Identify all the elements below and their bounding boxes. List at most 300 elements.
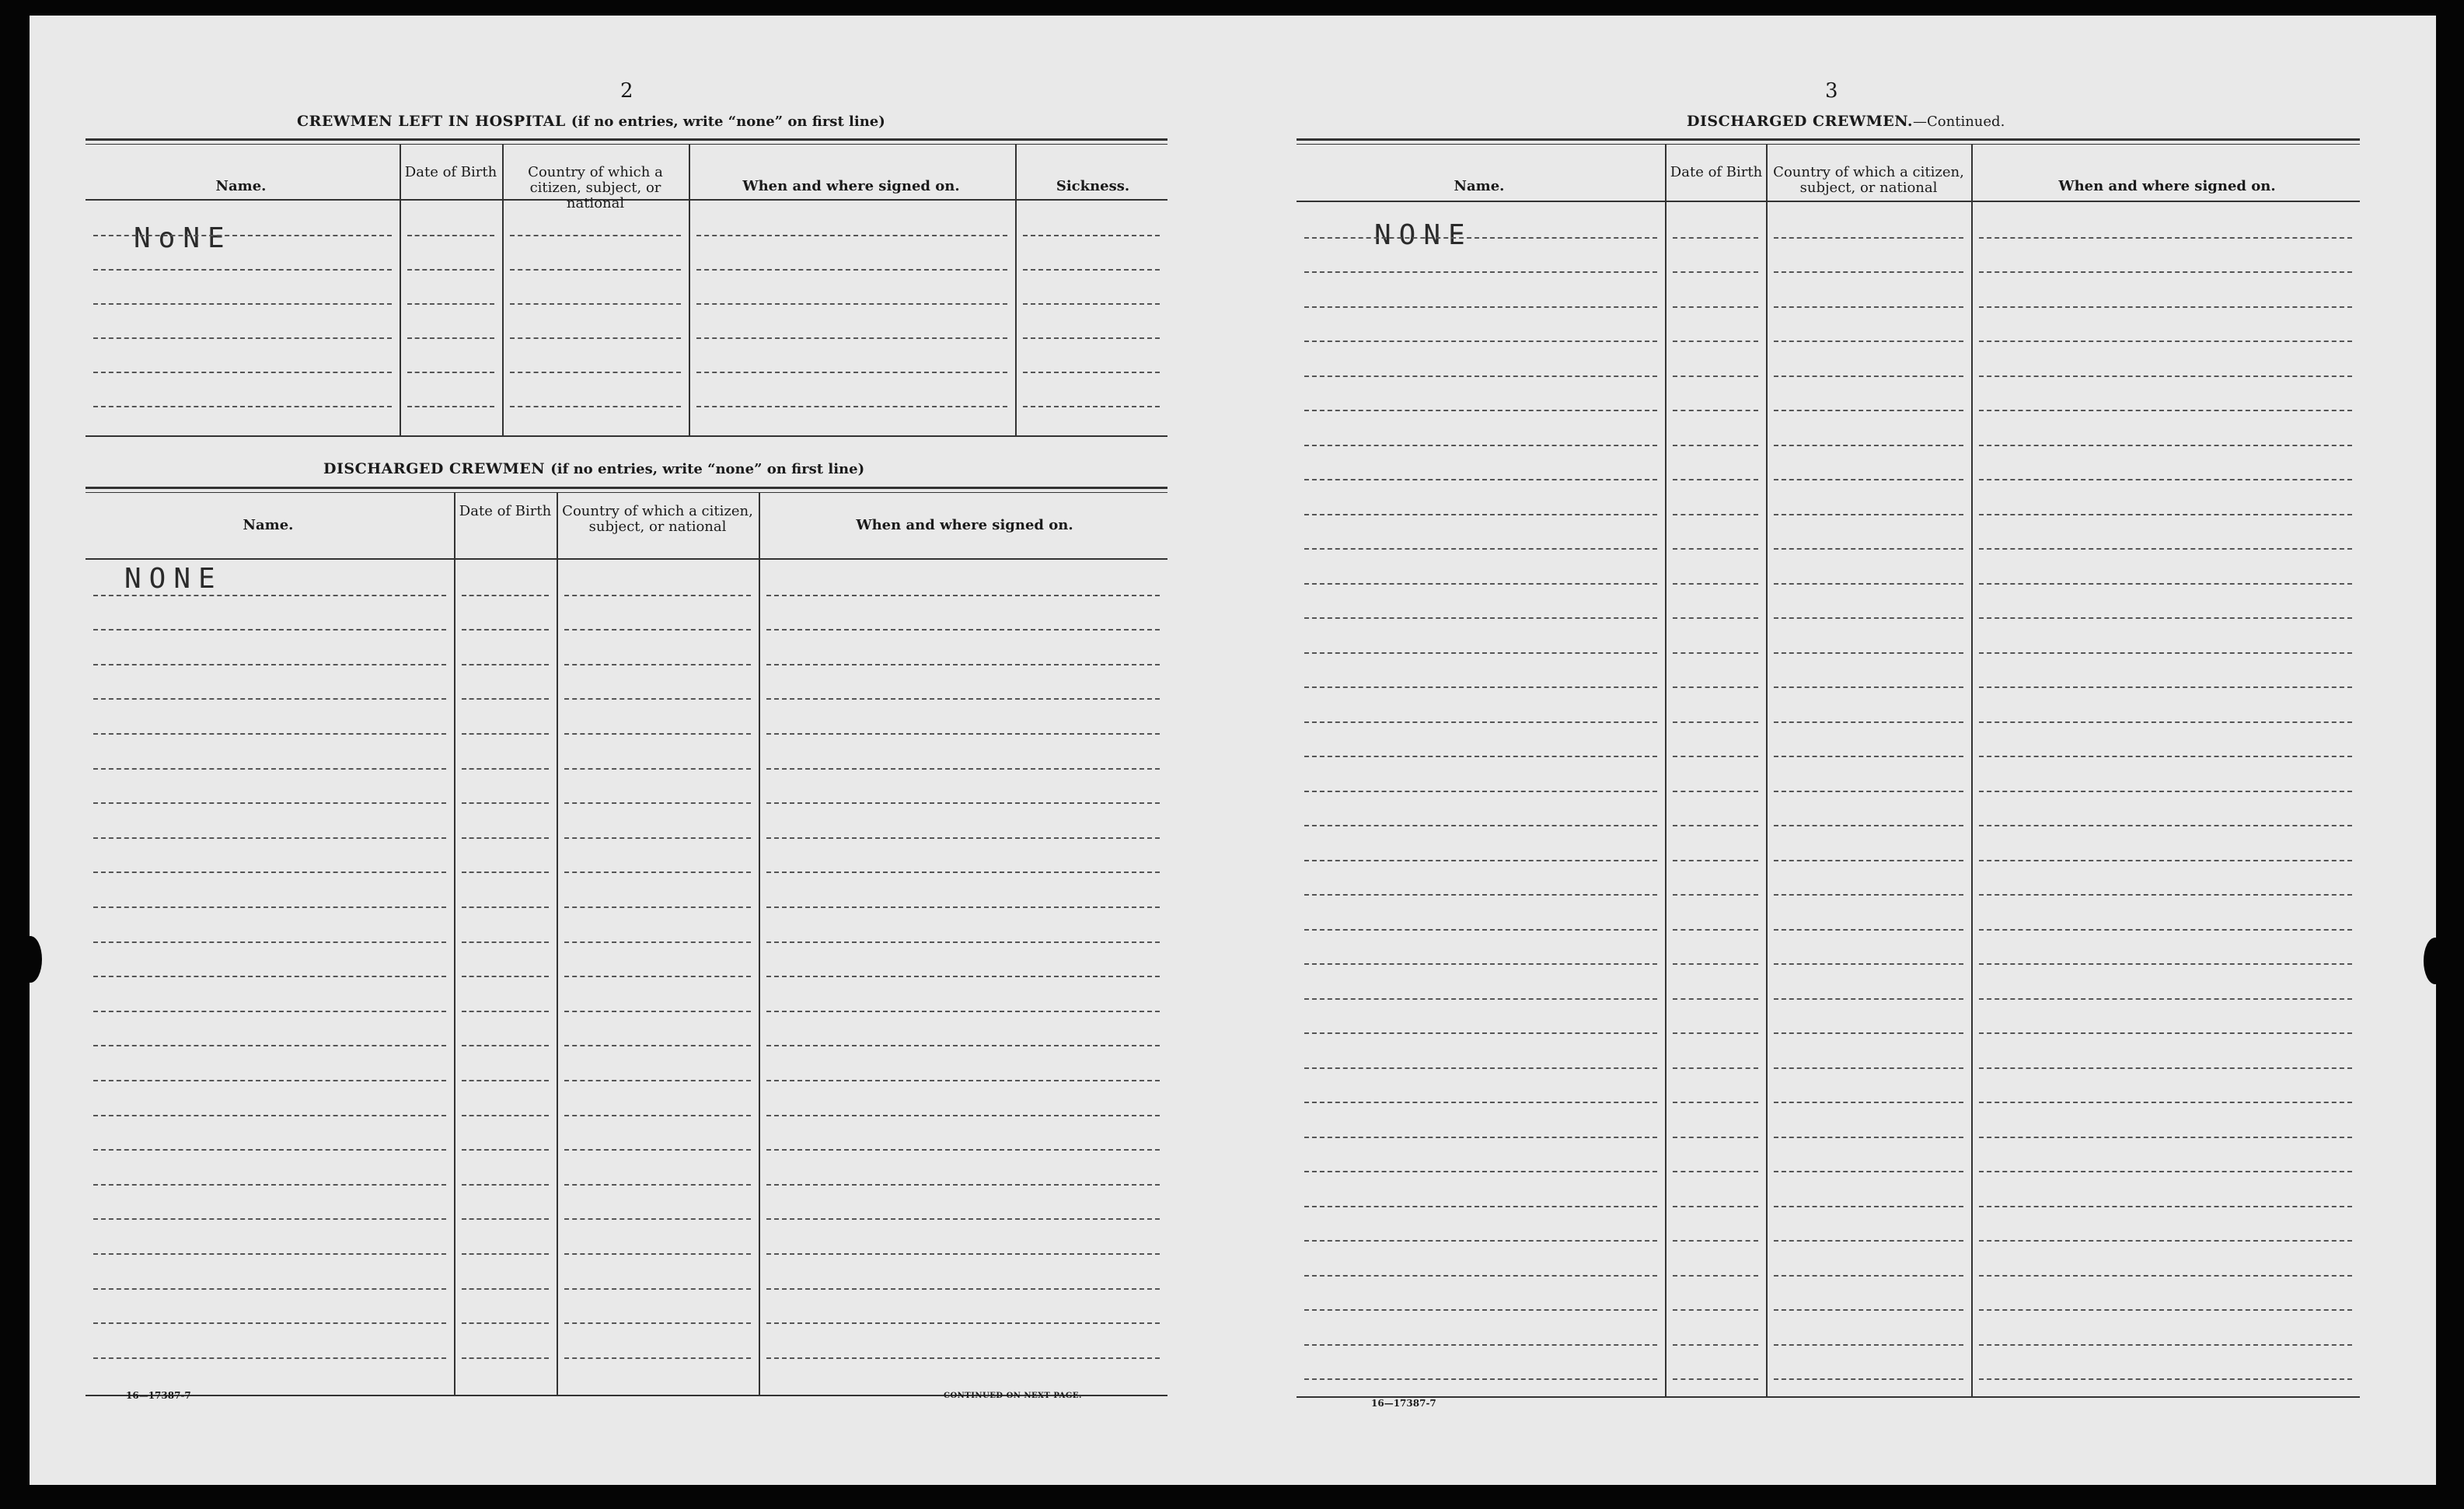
entry-line <box>1979 756 2352 757</box>
entry-line <box>462 1115 549 1116</box>
entry-line <box>766 664 1160 665</box>
entry-line <box>1774 1206 1963 1207</box>
entry-line <box>1774 514 1963 515</box>
continued-title-main: DISCHARGED CREWMEN. <box>1687 113 1914 130</box>
entry-line <box>1774 548 1963 550</box>
entry-line <box>1774 1240 1963 1242</box>
entry-line <box>1304 1275 1657 1277</box>
entry-line <box>1673 825 1758 826</box>
entry-line <box>696 406 1007 407</box>
header-date-of-birth: Date of Birth <box>1670 164 1763 180</box>
entry-line <box>1304 1206 1657 1207</box>
entry-line <box>1304 445 1657 446</box>
entry-line <box>1979 929 2352 931</box>
entry-line <box>1979 1206 2352 1207</box>
form-number: 16—17387-7 <box>126 1390 191 1401</box>
entry-line <box>696 337 1007 339</box>
entry-line <box>1673 617 1758 619</box>
table-top-rule <box>1297 138 2360 141</box>
entry-line <box>462 768 549 770</box>
entry-line <box>93 1080 446 1081</box>
header-date-of-birth: Date of Birth <box>404 164 497 180</box>
entry-line <box>462 1149 549 1151</box>
entry-line <box>1023 406 1160 407</box>
entry-line <box>1979 1309 2352 1311</box>
handwritten-none-entry: NONE <box>124 563 223 595</box>
entry-line <box>462 664 549 665</box>
entry-line <box>1304 376 1657 377</box>
entry-line <box>1673 929 1758 931</box>
entry-line <box>1774 237 1963 239</box>
continued-note: CONTINUED ON NEXT PAGE. <box>944 1392 1083 1400</box>
entry-line <box>1979 376 2352 377</box>
entry-line <box>1304 410 1657 411</box>
entry-line <box>93 976 446 977</box>
entry-line <box>1673 376 1758 377</box>
table-bottom-rule <box>1297 1396 2360 1398</box>
entry-line <box>564 1080 751 1081</box>
column-divider <box>502 145 504 435</box>
entry-line <box>1304 1378 1657 1380</box>
entry-line <box>1673 652 1758 654</box>
entry-line <box>93 629 446 630</box>
entry-line <box>1304 998 1657 1000</box>
entry-line <box>1304 686 1657 688</box>
entry-line <box>93 872 446 873</box>
entry-line <box>564 1288 751 1290</box>
hospital-title-sub: (if no entries, write “none” on first line) <box>571 114 885 130</box>
entry-line <box>1979 583 2352 585</box>
entry-line <box>1673 341 1758 342</box>
entry-line <box>1673 306 1758 308</box>
entry-line <box>462 1218 549 1220</box>
entry-line <box>1979 791 2352 792</box>
entry-line <box>1304 1032 1657 1034</box>
entry-line <box>766 768 1160 770</box>
entry-line <box>564 664 751 665</box>
entry-line <box>1304 791 1657 792</box>
entry-line <box>510 406 681 407</box>
entry-line <box>1673 410 1758 411</box>
entry-line <box>1673 998 1758 1000</box>
entry-line <box>564 1011 751 1012</box>
entry-line <box>1774 929 1963 931</box>
entry-line <box>1673 791 1758 792</box>
entry-line <box>1979 1344 2352 1346</box>
entry-line <box>462 802 549 804</box>
discharged-table <box>86 487 1167 1401</box>
header-name: Name. <box>215 178 267 194</box>
entry-line <box>407 406 494 407</box>
entry-line <box>1979 617 2352 619</box>
entry-line <box>93 1357 446 1359</box>
entry-line <box>564 872 751 873</box>
entry-line <box>1673 1032 1758 1034</box>
entry-line <box>1304 479 1657 480</box>
entry-line <box>510 303 681 305</box>
entry-line <box>1979 1032 2352 1034</box>
entry-line <box>1774 1171 1963 1172</box>
entry-line <box>1673 756 1758 757</box>
entry-line <box>1979 721 2352 723</box>
entry-line <box>407 337 494 339</box>
header-country: Country of which a citizen, subject, or national <box>528 164 663 211</box>
entry-line <box>1304 617 1657 619</box>
entry-line <box>462 629 549 630</box>
entry-line <box>1774 376 1963 377</box>
entry-line <box>564 1184 751 1186</box>
entry-line <box>1774 998 1963 1000</box>
entry-line <box>766 1253 1160 1255</box>
discharged-continued-title <box>1687 113 2005 130</box>
entry-line <box>564 802 751 804</box>
entry-line <box>1673 860 1758 861</box>
entry-line <box>1673 1171 1758 1172</box>
entry-line <box>1774 341 1963 342</box>
discharged-continued-table <box>1297 138 2360 1407</box>
header-sickness: Sickness. <box>1056 178 1130 194</box>
entry-line <box>93 1253 446 1255</box>
entry-line <box>564 837 751 839</box>
entry-line <box>1304 825 1657 826</box>
entry-line <box>93 595 446 596</box>
entry-line <box>93 1288 446 1290</box>
column-divider <box>1665 145 1667 1396</box>
entry-line <box>1774 1102 1963 1103</box>
entry-line <box>1979 1240 2352 1242</box>
table-top-rule <box>86 492 1167 493</box>
entry-line <box>1774 1344 1963 1346</box>
entry-line <box>1304 1102 1657 1103</box>
entry-line <box>1304 1137 1657 1138</box>
entry-line <box>1673 1067 1758 1069</box>
entry-line <box>1673 1275 1758 1277</box>
entry-line <box>462 1253 549 1255</box>
entry-line <box>1304 1240 1657 1242</box>
entry-line <box>1979 1275 2352 1277</box>
page-number: 3 <box>1825 79 1838 103</box>
entry-line <box>93 1045 446 1046</box>
column-divider <box>1766 145 1768 1396</box>
entry-line <box>564 768 751 770</box>
entry-line <box>93 303 392 305</box>
entry-line <box>1774 617 1963 619</box>
entry-line <box>696 269 1007 271</box>
header-country: Country of which a citizen, subject, or national <box>1773 164 1964 196</box>
header-name: Name. <box>243 517 294 533</box>
hospital-table <box>86 138 1167 440</box>
entry-line <box>93 664 446 665</box>
entry-line <box>462 837 549 839</box>
entry-line <box>1304 894 1657 896</box>
entry-line <box>1774 445 1963 446</box>
entry-line <box>1023 269 1160 271</box>
entry-line <box>93 768 446 770</box>
header-signed-on: When and where signed on. <box>856 517 1073 533</box>
entry-line <box>462 698 549 700</box>
entry-line <box>1304 341 1657 342</box>
entry-line <box>1774 583 1963 585</box>
handwritten-none-entry: NoNE <box>134 222 232 254</box>
entry-line <box>1673 1137 1758 1138</box>
entry-line <box>564 1322 751 1324</box>
entry-line <box>766 1184 1160 1186</box>
column-divider <box>454 493 455 1395</box>
entry-line <box>1774 894 1963 896</box>
entry-line <box>93 372 392 373</box>
entry-line <box>1774 721 1963 723</box>
entry-line <box>1774 1067 1963 1069</box>
entry-line <box>564 629 751 630</box>
form-number: 16—17387-7 <box>1371 1398 1436 1409</box>
entry-line <box>1979 410 2352 411</box>
entry-line <box>1979 998 2352 1000</box>
entry-line <box>1023 235 1160 236</box>
entry-line <box>766 872 1160 873</box>
entry-line <box>766 595 1160 596</box>
entry-line <box>564 976 751 977</box>
header-country: Country of which a citizen, subject, or national <box>562 503 753 535</box>
entry-line <box>462 941 549 943</box>
column-divider <box>1015 145 1017 435</box>
entry-line <box>462 1184 549 1186</box>
entry-line <box>1304 1309 1657 1311</box>
entry-line <box>1304 1067 1657 1069</box>
column-divider <box>400 145 401 435</box>
entry-line <box>1774 1378 1963 1380</box>
entry-line <box>564 698 751 700</box>
entry-line <box>93 337 392 339</box>
entry-line <box>510 269 681 271</box>
entry-line <box>564 595 751 596</box>
entry-line <box>93 802 446 804</box>
entry-line <box>1774 963 1963 965</box>
entry-line <box>93 906 446 908</box>
entry-line <box>1304 756 1657 757</box>
entry-line <box>766 733 1160 735</box>
entry-line <box>93 1149 446 1151</box>
entry-line <box>1774 306 1963 308</box>
entry-line <box>462 1288 549 1290</box>
entry-line <box>407 372 494 373</box>
column-divider <box>557 493 558 1395</box>
entry-line <box>407 235 494 236</box>
entry-line <box>564 1253 751 1255</box>
entry-line <box>1304 1171 1657 1172</box>
entry-line <box>766 1218 1160 1220</box>
entry-line <box>564 733 751 735</box>
entry-line <box>766 906 1160 908</box>
entry-line <box>1774 756 1963 757</box>
entry-line <box>1979 237 2352 239</box>
entry-line <box>564 1115 751 1116</box>
entry-line <box>1979 445 2352 446</box>
entry-line <box>766 837 1160 839</box>
entry-line <box>1673 963 1758 965</box>
entry-line <box>1774 1309 1963 1311</box>
table-header-rule <box>1297 201 2360 202</box>
entry-line <box>93 1011 446 1012</box>
entry-line <box>407 269 494 271</box>
entry-line <box>462 1080 549 1081</box>
entry-line <box>1979 1171 2352 1172</box>
entry-line <box>1673 1240 1758 1242</box>
hospital-section-title <box>297 113 885 130</box>
header-name: Name. <box>1454 178 1505 194</box>
entry-line <box>93 269 392 271</box>
entry-line <box>564 941 751 943</box>
entry-line <box>1979 652 2352 654</box>
entry-line <box>1979 479 2352 480</box>
discharged-title-sub: (if no entries, write “none” on first line) <box>550 461 865 477</box>
entry-line <box>1304 237 1657 239</box>
entry-line <box>564 906 751 908</box>
entry-line <box>462 872 549 873</box>
entry-line <box>1979 306 2352 308</box>
entry-line <box>564 1149 751 1151</box>
entry-line <box>1023 372 1160 373</box>
entry-line <box>1979 1378 2352 1380</box>
entry-line <box>462 733 549 735</box>
table-top-rule <box>86 138 1167 141</box>
entry-line <box>1304 306 1657 308</box>
entry-line <box>93 1184 446 1186</box>
entry-line <box>766 1011 1160 1012</box>
entry-line <box>766 1080 1160 1081</box>
entry-line <box>696 303 1007 305</box>
entry-line <box>1673 548 1758 550</box>
entry-line <box>1023 337 1160 339</box>
document-sheet <box>30 16 2436 1485</box>
entry-line <box>510 235 681 236</box>
entry-line <box>766 976 1160 977</box>
entry-line <box>1304 860 1657 861</box>
column-divider <box>1971 145 1973 1396</box>
discharged-section-title <box>323 460 864 477</box>
entry-line <box>1979 825 2352 826</box>
column-divider <box>689 145 690 435</box>
entry-line <box>1673 721 1758 723</box>
entry-line <box>462 1011 549 1012</box>
entry-line <box>93 406 392 407</box>
entry-line <box>1979 963 2352 965</box>
table-header-rule <box>86 558 1167 560</box>
entry-line <box>1979 1102 2352 1103</box>
entry-line <box>462 906 549 908</box>
entry-line <box>462 1322 549 1324</box>
entry-line <box>93 1218 446 1220</box>
header-signed-on: When and where signed on. <box>2058 178 2276 194</box>
entry-line <box>1774 686 1963 688</box>
entry-line <box>766 1288 1160 1290</box>
entry-line <box>1774 1032 1963 1034</box>
entry-line <box>1774 652 1963 654</box>
entry-line <box>1673 445 1758 446</box>
entry-line <box>1774 410 1963 411</box>
entry-line <box>1979 341 2352 342</box>
entry-line <box>1304 929 1657 931</box>
entry-line <box>1774 479 1963 480</box>
entry-line <box>766 1115 1160 1116</box>
entry-line <box>1673 1206 1758 1207</box>
entry-line <box>93 1115 446 1116</box>
entry-line <box>462 976 549 977</box>
entry-line <box>1673 479 1758 480</box>
entry-line <box>1979 1137 2352 1138</box>
right-page <box>1227 16 2436 1485</box>
entry-line <box>1774 825 1963 826</box>
entry-line <box>407 303 494 305</box>
continued-title-sub: —Continued. <box>1913 114 2005 130</box>
entry-line <box>1304 583 1657 585</box>
entry-line <box>1774 1137 1963 1138</box>
entry-line <box>1673 894 1758 896</box>
entry-line <box>766 698 1160 700</box>
entry-line <box>1673 1309 1758 1311</box>
entry-line <box>1979 1067 2352 1069</box>
entry-line <box>1673 1102 1758 1103</box>
entry-line <box>93 733 446 735</box>
handwritten-none-entry: NONE <box>1374 219 1473 251</box>
entry-line <box>564 1218 751 1220</box>
entry-line <box>1304 721 1657 723</box>
page-number: 2 <box>620 79 633 103</box>
entry-line <box>1673 1344 1758 1346</box>
table-top-rule <box>86 144 1167 145</box>
entry-line <box>93 698 446 700</box>
entry-line <box>1774 271 1963 273</box>
entry-line <box>1774 791 1963 792</box>
entry-line <box>1979 860 2352 861</box>
left-page <box>30 16 1227 1485</box>
header-signed-on: When and where signed on. <box>742 178 960 194</box>
entry-line <box>766 1322 1160 1324</box>
entry-line <box>93 235 392 236</box>
entry-line <box>766 629 1160 630</box>
entry-line <box>696 372 1007 373</box>
entry-line <box>1023 303 1160 305</box>
table-top-rule <box>86 487 1167 489</box>
entry-line <box>1304 271 1657 273</box>
entry-line <box>1979 271 2352 273</box>
table-bottom-rule <box>86 435 1167 437</box>
entry-line <box>462 1045 549 1046</box>
entry-line <box>1304 548 1657 550</box>
entry-line <box>1979 686 2352 688</box>
entry-line <box>462 1357 549 1359</box>
column-divider <box>759 493 760 1395</box>
entry-line <box>1304 652 1657 654</box>
entry-line <box>1673 237 1758 239</box>
entry-line <box>1673 514 1758 515</box>
entry-line <box>1774 1275 1963 1277</box>
entry-line <box>766 941 1160 943</box>
discharged-title-main: DISCHARGED CREWMEN <box>323 460 546 477</box>
entry-line <box>766 1149 1160 1151</box>
entry-line <box>1673 271 1758 273</box>
table-top-rule <box>1297 144 2360 145</box>
entry-line <box>1979 894 2352 896</box>
entry-line <box>1673 1378 1758 1380</box>
entry-line <box>1979 514 2352 515</box>
entry-line <box>1979 548 2352 550</box>
entry-line <box>510 337 681 339</box>
entry-line <box>696 235 1007 236</box>
entry-line <box>766 1357 1160 1359</box>
entry-line <box>93 941 446 943</box>
entry-line <box>1774 860 1963 861</box>
entry-line <box>1304 514 1657 515</box>
